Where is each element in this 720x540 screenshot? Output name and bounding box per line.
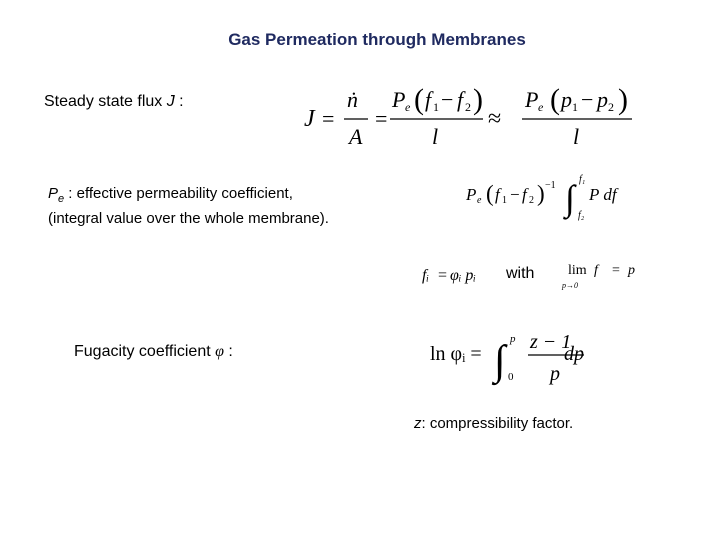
f2-subscript-2: 2 — [529, 195, 534, 206]
approx-sign: ≈ — [488, 106, 502, 132]
p1-symbol: p — [561, 87, 572, 112]
minus-sign-2: − — [581, 87, 594, 112]
fugacity-label: Fugacity coefficient φ : — [74, 343, 233, 360]
equals-sign-2: = — [375, 106, 388, 131]
equals-sign-4: = — [612, 263, 620, 278]
minus-sign: − — [441, 87, 454, 112]
pe-description-line2: (integral value over the whole membrane). — [48, 210, 329, 227]
limit-rhs: p — [628, 263, 635, 278]
p1-subscript: 1 — [572, 100, 578, 114]
equals-sign: = — [322, 106, 335, 131]
thickness-symbol-2: l — [573, 124, 580, 149]
fraction-denominator: p — [550, 363, 560, 385]
pe-description — [48, 184, 329, 229]
slide-title: Gas Permeation through Membranes — [228, 30, 526, 49]
f1-symbol: f — [425, 87, 432, 112]
thickness-symbol: l — [432, 124, 439, 149]
upper-limit-2: p — [510, 333, 516, 345]
fraction-numerator: z − 1 — [530, 331, 572, 353]
lower-limit-2: 0 — [508, 371, 514, 383]
pe-equation — [462, 168, 642, 224]
f2-subscript: 2 — [465, 100, 471, 114]
f2-symbol-2: f — [522, 185, 527, 204]
limit-body: f — [594, 263, 598, 278]
flux-label: Steady state flux J : — [44, 93, 184, 110]
pe-subscript-2: e — [538, 100, 544, 114]
limit-subscript: p→0 — [562, 281, 578, 290]
f1-subscript-2: 1 — [502, 195, 507, 206]
pe-subscript-3: e — [477, 195, 482, 206]
fugacity-symbol: fᵢ — [422, 267, 429, 284]
integral-sign: ∫ — [565, 178, 575, 218]
flux-j-symbol: J — [304, 106, 315, 132]
differential: dp — [564, 343, 584, 365]
right-paren-2: ) — [618, 83, 628, 116]
ln-phi-lhs: ln φᵢ = — [430, 343, 482, 365]
fugacity-equation — [418, 260, 498, 288]
pe-symbol-3: P — [466, 185, 477, 204]
pe-symbol: P — [392, 87, 406, 112]
right-paren-3: ) — [537, 181, 545, 206]
left-paren-3: ( — [486, 181, 494, 206]
integrand: P df — [589, 185, 617, 204]
inverse-exponent: −1 — [545, 180, 556, 191]
ln-phi-equation — [426, 328, 606, 392]
flux-equation — [300, 80, 645, 152]
equals-sign-3: = — [438, 267, 448, 284]
area-symbol: A — [349, 124, 363, 149]
limit-equation — [560, 258, 644, 290]
f1-subscript: 1 — [433, 100, 439, 114]
f2-symbol: f — [457, 87, 464, 112]
flow-rate-symbol: ṅ — [347, 87, 358, 112]
right-paren: ) — [473, 83, 483, 116]
lower-limit: f₂ — [578, 210, 585, 221]
compressibility-note: z: compressibility factor. — [414, 415, 574, 432]
f1-symbol-2: f — [495, 185, 500, 204]
p2-symbol: p — [597, 87, 608, 112]
pe-symbol-2: P — [525, 87, 539, 112]
pe-subscript: e — [405, 100, 411, 114]
lim-operator: lim — [568, 263, 587, 278]
integral-sign-2: ∫ — [494, 338, 506, 384]
upper-limit: f₁ — [579, 174, 586, 185]
pe-description-line1: $P_e$ : effective permeability coefficient, — [48, 185, 293, 205]
with-label: with — [506, 265, 535, 282]
p2-subscript: 2 — [608, 100, 614, 114]
left-paren-2: ( — [550, 83, 560, 116]
left-paren: ( — [414, 83, 424, 116]
phi-p-product: φᵢ pᵢ — [450, 267, 476, 284]
minus-sign-3: − — [510, 185, 520, 204]
